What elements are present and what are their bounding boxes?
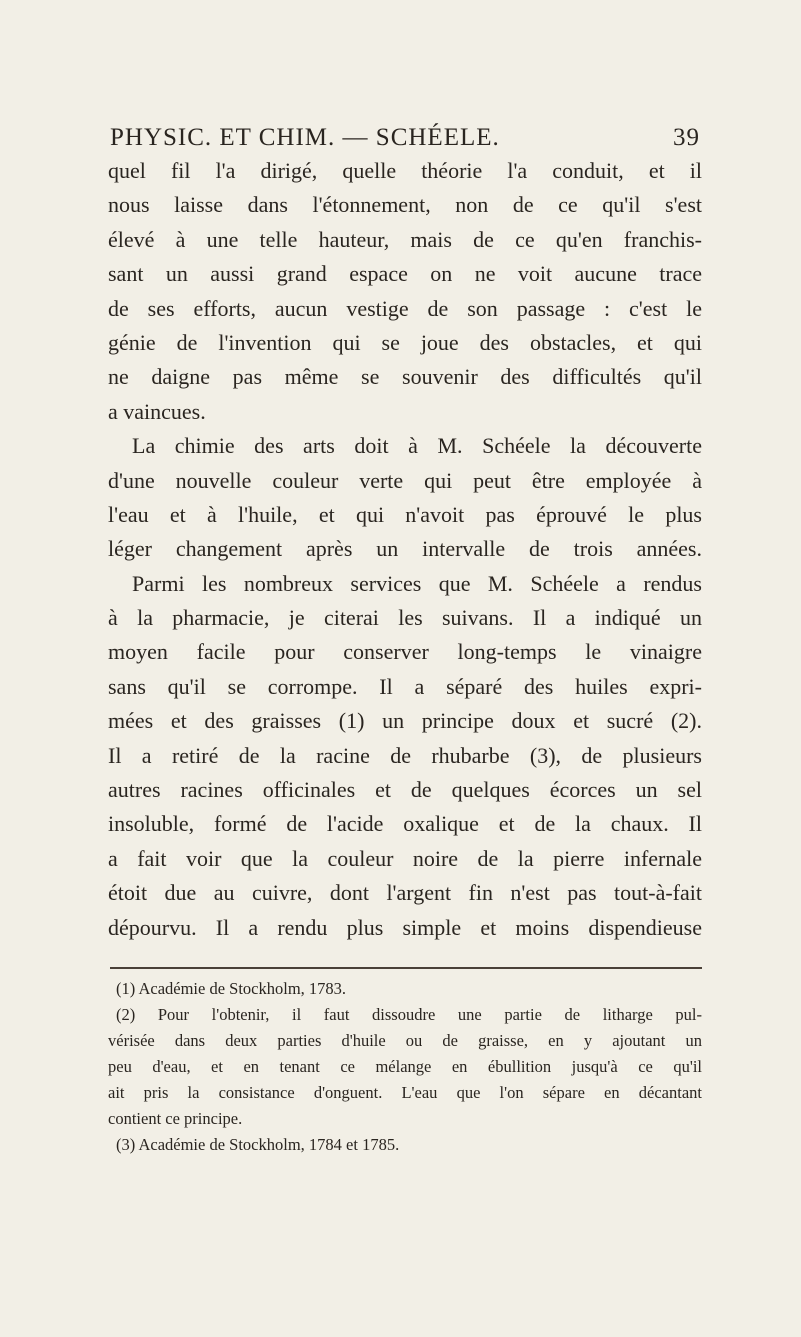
- page-number: 39: [673, 124, 700, 151]
- footnote-line: peu d'eau, et en tenant ce mélange en ébullition jusqu'à ce qu'il: [108, 1057, 702, 1076]
- text-line: insoluble, formé de l'acide oxalique et de la chaux. Il: [108, 811, 702, 837]
- footnotes: [108, 976, 702, 1158]
- text-line: d'une nouvelle couleur verte qui peut être employée à: [108, 467, 702, 493]
- text-line: Parmi les nombreux services que M. Schéele a rendus: [132, 570, 702, 596]
- footnote-divider: [110, 967, 702, 969]
- text-line: génie de l'invention qui se joue des obstacles, et qui: [108, 329, 702, 355]
- footnote-line: ait pris la consistance d'onguent. L'eau que l'on sépare en décantant: [108, 1083, 702, 1102]
- footnote-line: contient ce principe.: [108, 1109, 243, 1128]
- main-text: [108, 154, 702, 945]
- text-line: quel fil l'a dirigé, quelle théorie l'a conduit, et il: [108, 158, 702, 183]
- footnote-line: (3) Académie de Stockholm, 1784 et 1785.: [116, 1135, 400, 1154]
- running-title: PHYSIC. ET CHIM. — SCHÉELE.: [110, 124, 500, 151]
- text-line: autres racines officinales et de quelques écorces un sel: [108, 777, 702, 803]
- text-line: à la pharmacie, je citerai les suivans. Il a indiqué un: [108, 605, 702, 631]
- text-line: moyen facile pour conserver long-temps le vinaigre: [108, 639, 702, 665]
- running-header: [110, 120, 700, 156]
- footnote-line: (2) Pour l'obtenir, il faut dissoudre une partie de litharge pul-: [116, 1005, 702, 1024]
- text-line: sant un aussi grand espace on ne voit aucune trace: [108, 261, 702, 287]
- text-line: mées et des graisses (1) un principe doux et sucré (2).: [108, 708, 702, 734]
- text-line: de ses efforts, aucun vestige de son passage : c'est le: [108, 295, 702, 321]
- text-line: dépourvu. Il a rendu plus simple et moins dispendieuse: [108, 914, 702, 940]
- text-line: léger changement après un intervalle de trois années.: [108, 536, 702, 562]
- text-line: La chimie des arts doit à M. Schéele la découverte: [132, 433, 702, 459]
- text-line: l'eau et à l'huile, et qui n'avoit pas éprouvé le plus: [108, 501, 702, 527]
- text-line: ne daigne pas même se souvenir des difficultés qu'il: [108, 364, 702, 390]
- footnote-line: (1) Académie de Stockholm, 1783.: [116, 979, 347, 998]
- text-line: Il a retiré de la racine de rhubarbe (3), de plusieurs: [108, 742, 702, 768]
- text-line: a fait voir que la couleur noire de la pierre infernale: [108, 845, 702, 871]
- text-line: élevé à une telle hauteur, mais de ce qu'en franchis-: [108, 226, 702, 252]
- text-line: sans qu'il se corrompe. Il a séparé des huiles expri-: [108, 673, 702, 699]
- footnote-line: vérisée dans deux parties d'huile ou de graisse, en y ajoutant un: [108, 1031, 702, 1050]
- text-line: nous laisse dans l'étonnement, non de ce qu'il s'est: [108, 192, 702, 218]
- text-line: étoit due au cuivre, dont l'argent fin n'est pas tout-à-fait: [108, 880, 702, 906]
- text-line: a vaincues.: [108, 398, 206, 424]
